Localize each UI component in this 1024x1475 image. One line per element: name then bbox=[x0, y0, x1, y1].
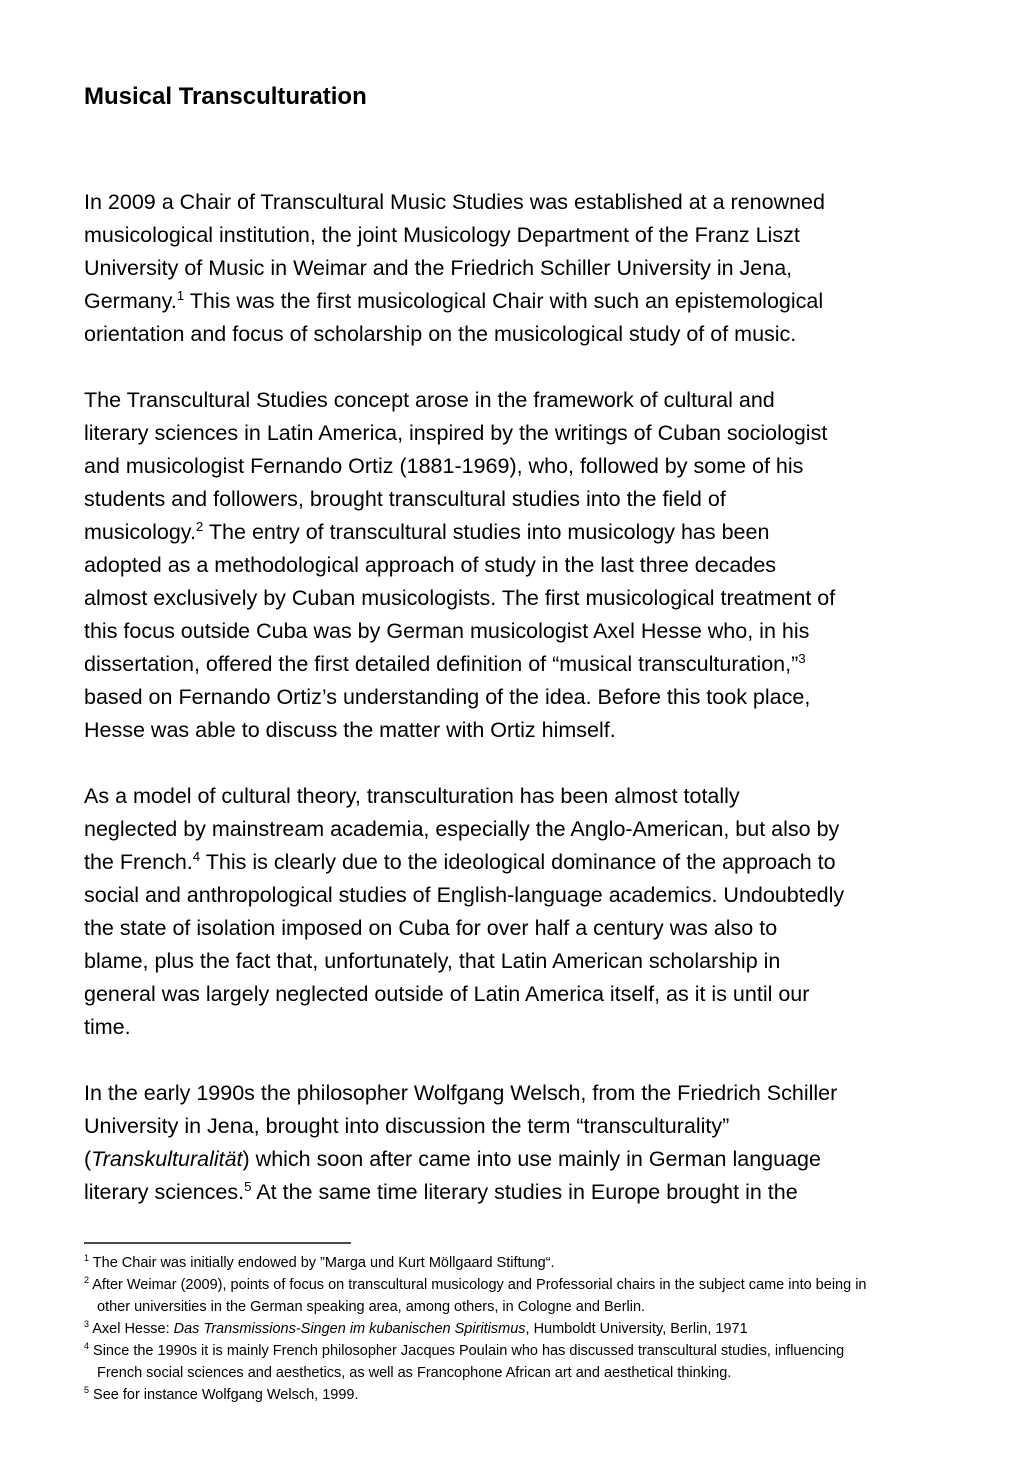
text-line: $^3$ Axel Hesse: Das Transmissions-Singen im kubanischen Spiritismus, Humboldt University, Berlin, 1971 bbox=[84, 1319, 748, 1337]
paragraph-1 bbox=[84, 186, 1014, 351]
footnote-separator bbox=[84, 1242, 351, 1244]
text-line: In 2009 a Chair of Transcultural Music Studies was established at a renowned bbox=[84, 190, 825, 214]
document-body bbox=[84, 186, 1014, 1242]
text-line: French social sciences and aesthetics, as well as Francophone African art and aesthetical thinking. bbox=[97, 1365, 732, 1381]
text-line: blame, plus the fact that, unfortunately, that Latin American scholarship in bbox=[84, 949, 781, 973]
text-line: adopted as a methodological approach of study in the last three decades bbox=[84, 553, 777, 577]
text-line: $^4$ Since the 1990s it is mainly French philosopher Jacques Poulain who has discussed transcultural studies, influencing bbox=[84, 1341, 845, 1359]
text-line: University in Jena, brought into discussion the term “transculturality” bbox=[84, 1114, 730, 1138]
footnote-4 bbox=[84, 1340, 1014, 1384]
text-line: based on Fernando Ortiz’s understanding of the idea. Before this took place, bbox=[84, 685, 811, 709]
text-line: dissertation, offered the first detailed definition of “musical transculturation,”$^3$ bbox=[84, 650, 806, 676]
text-line: Hesse was able to discuss the matter with Ortiz himself. bbox=[84, 718, 616, 742]
text-line: time. bbox=[84, 1015, 131, 1039]
footnotes-section bbox=[84, 1252, 1014, 1406]
text-line: literary sciences in Latin America, inspired by the writings of Cuban sociologist bbox=[84, 421, 828, 445]
text-line: general was largely neglected outside of Latin America itself, as it is until our bbox=[84, 982, 810, 1006]
text-line: musicological institution, the joint Musicology Department of the Franz Liszt bbox=[84, 223, 800, 247]
text-line: $^1$ The Chair was initially endowed by ”Marga und Kurt Möllgaard Stiftung“. bbox=[84, 1253, 555, 1271]
text-line: students and followers, brought transcultural studies into the field of bbox=[84, 487, 726, 511]
text-line: the French.$^4$ This is clearly due to the ideological dominance of the approach to bbox=[84, 848, 836, 874]
footnote-3 bbox=[84, 1318, 1014, 1340]
paragraph-2 bbox=[84, 384, 1014, 747]
text-line: musicology.$^2$ The entry of transcultural studies into musicology has been bbox=[84, 518, 770, 544]
text-line: University of Music in Weimar and the Friedrich Schiller University in Jena, bbox=[84, 256, 793, 280]
text-line: Germany.$^1$ This was the first musicological Chair with such an epistemological bbox=[84, 287, 824, 313]
footnote-5 bbox=[84, 1384, 1014, 1406]
text-line: social and anthropological studies of English-language academics. Undoubtedly bbox=[84, 883, 845, 907]
text-line: orientation and focus of scholarship on the musicological study of of music. bbox=[84, 322, 797, 346]
text-line: $^5$ See for instance Wolfgang Welsch, 1999. bbox=[84, 1385, 359, 1403]
text-line: The Transcultural Studies concept arose in the framework of cultural and bbox=[84, 388, 775, 412]
text-line: (Transkulturalität) which soon after came into use mainly in German language bbox=[84, 1147, 821, 1171]
text-line: and musicologist Fernando Ortiz (1881-1969), who, followed by some of his bbox=[84, 454, 804, 478]
text-line: literary sciences.$^5$ At the same time literary studies in Europe brought in the bbox=[84, 1178, 798, 1204]
text-line: As a model of cultural theory, transculturation has been almost totally bbox=[84, 784, 740, 808]
text-line: other universities in the German speaking area, among others, in Cologne and Berlin. bbox=[97, 1299, 646, 1315]
text-line: this focus outside Cuba was by German musicologist Axel Hesse who, in his bbox=[84, 619, 810, 643]
text-line: $^2$ After Weimar (2009), points of focus on transcultural musicology and Professorial chairs in the subject came into being in bbox=[84, 1275, 867, 1293]
text-line: neglected by mainstream academia, especially the Anglo-American, but also by bbox=[84, 817, 840, 841]
text-line: almost exclusively by Cuban musicologists. The first musicological treatment of bbox=[84, 586, 836, 610]
paragraph-4 bbox=[84, 1077, 1014, 1209]
text-line: the state of isolation imposed on Cuba for over half a century was also to bbox=[84, 916, 778, 940]
footnote-2 bbox=[84, 1274, 1014, 1318]
text-line: In the early 1990s the philosopher Wolfgang Welsch, from the Friedrich Schiller bbox=[84, 1081, 838, 1105]
document-title: Musical Transculturation bbox=[84, 83, 367, 110]
footnote-1 bbox=[84, 1252, 1014, 1274]
paragraph-3 bbox=[84, 780, 1014, 1044]
